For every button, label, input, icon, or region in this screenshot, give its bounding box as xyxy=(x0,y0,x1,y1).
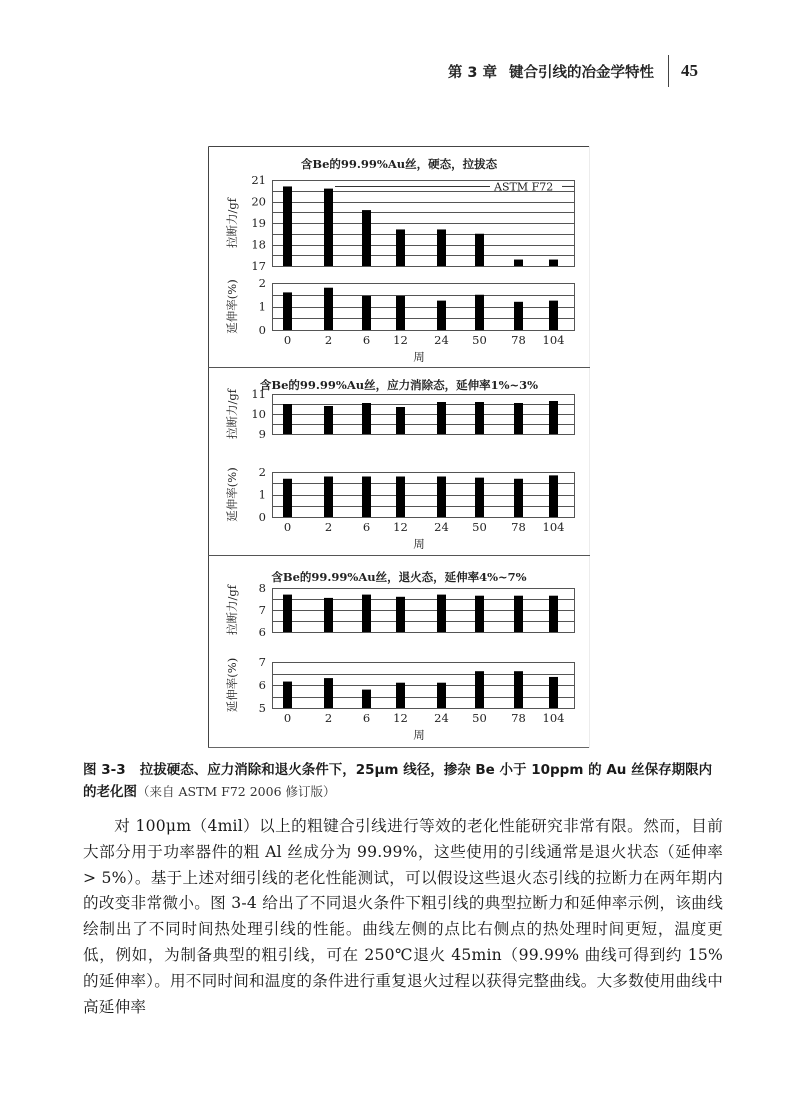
caption-text: 拉拔硬态、应力消除和退火条件下，25μm 线径，掺杂 Be 小于 10ppm 的 Au 丝保存期限内的老化图 xyxy=(83,762,713,800)
bar-0 xyxy=(283,292,292,330)
bar-104 xyxy=(549,401,558,434)
y-tick-label: 8 xyxy=(258,581,266,595)
bar-0 xyxy=(283,682,292,708)
bar-0 xyxy=(283,404,292,434)
bar-24 xyxy=(437,477,446,518)
bar-12 xyxy=(396,407,405,434)
y-axis-label: 延伸率(%) xyxy=(225,279,239,334)
bar-0 xyxy=(283,479,292,517)
bar-6 xyxy=(362,296,371,330)
running-header xyxy=(448,58,698,84)
x-tick-label: 12 xyxy=(393,520,408,534)
bar-78 xyxy=(514,302,523,330)
panel-title: 含Be的99.99%Au丝，应力消除态，延伸率1%~3% xyxy=(259,378,539,392)
x-tick-label: 24 xyxy=(434,711,449,725)
y-tick-label: 20 xyxy=(251,194,266,209)
y-axis-label: 拉断力/gf xyxy=(225,389,239,439)
aging-chart-figure xyxy=(208,146,590,748)
bar-2 xyxy=(324,406,333,434)
figure-number: 图 3-3 xyxy=(83,762,126,778)
x-tick-label: 6 xyxy=(362,520,371,534)
bar-6 xyxy=(362,690,371,708)
x-tick-label: 50 xyxy=(472,711,487,725)
panel-title: 含Be的99.99%Au丝，退火态，延伸率4%~7% xyxy=(271,570,527,584)
page-number: 45 xyxy=(681,61,698,80)
bar-24 xyxy=(437,229,446,266)
x-tick-label: 78 xyxy=(511,520,526,534)
bar-78 xyxy=(514,479,523,517)
bar-12 xyxy=(396,597,405,632)
y-tick-label: 19 xyxy=(251,216,266,230)
panel-title: 含Be的99.99%Au丝，硬态，拉拔态 xyxy=(300,157,498,171)
bar-78 xyxy=(514,596,523,632)
x-tick-label: 78 xyxy=(511,711,526,725)
bar-12 xyxy=(396,477,405,518)
y-tick-label: 2 xyxy=(258,276,266,290)
bar-2 xyxy=(324,678,333,708)
y-tick-label: 0 xyxy=(258,323,266,337)
bar-2 xyxy=(324,189,333,266)
x-tick-label: 2 xyxy=(324,711,333,725)
bar-78 xyxy=(514,671,523,708)
bar-24 xyxy=(437,595,446,632)
y-tick-label: 18 xyxy=(251,237,266,252)
bar-12 xyxy=(396,229,405,266)
y-tick-label: 2 xyxy=(258,465,266,479)
y-axis-label: 拉断力/gf xyxy=(225,585,239,635)
bar-78 xyxy=(514,403,523,434)
bar-104 xyxy=(549,677,558,708)
reference-line-label: ASTM F72 xyxy=(494,180,554,194)
y-tick-label: 6 xyxy=(258,678,266,692)
x-tick-label: 12 xyxy=(393,333,408,347)
x-tick-label: 104 xyxy=(542,711,565,725)
x-tick-label: 78 xyxy=(511,333,526,347)
x-tick-label: 104 xyxy=(542,520,565,534)
y-tick-label: 21 xyxy=(251,173,266,187)
bar-12 xyxy=(396,296,405,330)
y-tick-label: 7 xyxy=(258,603,266,617)
x-tick-label: 50 xyxy=(472,333,487,347)
y-tick-label: 7 xyxy=(258,655,266,669)
bar-50 xyxy=(475,402,484,434)
x-tick-label: 6 xyxy=(362,711,371,725)
bar-50 xyxy=(475,671,484,708)
bar-6 xyxy=(362,403,371,434)
chapter-number: 第 3 章 xyxy=(447,64,497,81)
x-axis-label: 周 xyxy=(413,537,425,551)
bar-50 xyxy=(475,295,484,330)
bar-12 xyxy=(396,683,405,708)
x-tick-label: 0 xyxy=(283,711,292,725)
x-tick-label: 2 xyxy=(324,333,333,347)
bar-104 xyxy=(549,596,558,632)
bar-104 xyxy=(549,475,558,517)
y-tick-label: 17 xyxy=(251,259,266,273)
x-tick-label: 24 xyxy=(434,520,449,534)
x-tick-label: 24 xyxy=(434,333,449,347)
bar-104 xyxy=(549,301,558,330)
y-tick-label: 0 xyxy=(258,510,266,524)
x-tick-label: 50 xyxy=(472,520,487,534)
bar-0 xyxy=(283,595,292,632)
y-tick-label: 1 xyxy=(258,487,266,502)
figure-3-3 xyxy=(208,146,590,748)
bar-24 xyxy=(437,301,446,330)
caption-source: （来自 ASTM F72 2006 修订版） xyxy=(137,784,336,799)
bar-2 xyxy=(324,288,333,330)
bar-104 xyxy=(549,260,558,266)
x-tick-label: 2 xyxy=(324,520,333,534)
chapter-title: 键合引线的冶金学特性 xyxy=(509,64,654,81)
bar-0 xyxy=(283,186,292,266)
x-tick-label: 0 xyxy=(283,333,292,347)
y-tick-label: 10 xyxy=(251,407,266,421)
x-axis-label: 周 xyxy=(413,350,425,364)
y-axis-label: 拉断力/gf xyxy=(225,198,239,248)
y-axis-label: 延伸率(%) xyxy=(225,657,239,713)
y-axis-label: 延伸率(%) xyxy=(225,467,239,522)
bar-24 xyxy=(437,683,446,708)
bar-6 xyxy=(362,210,371,266)
y-tick-label: 11 xyxy=(251,387,266,401)
x-tick-label: 0 xyxy=(283,520,292,534)
bar-2 xyxy=(324,598,333,632)
x-tick-label: 12 xyxy=(393,711,408,725)
y-tick-label: 9 xyxy=(258,427,266,441)
y-tick-label: 5 xyxy=(258,701,266,715)
bar-50 xyxy=(475,596,484,632)
x-tick-label: 104 xyxy=(542,333,565,347)
header-divider xyxy=(668,55,669,87)
bar-6 xyxy=(362,477,371,518)
bar-78 xyxy=(514,260,523,266)
x-axis-label: 周 xyxy=(413,728,425,742)
y-tick-label: 1 xyxy=(258,299,266,314)
body-paragraph: 对 100μm（4mil）以上的粗键合引线进行等效的老化性能研究非常有限。然而，目前大部分用于功率器件的粗 Al 丝成分为 99.99%，这些使用的引线通常是退火状态（延伸率 > 5%）。基于上述对细引线的老化性能测试，可以假设这些退火态引线的拉断力在两年期内的改变非常微小。图 3-4 给出了不同退火条件下粗引线的典型拉断力和延伸率示例，该曲线绘制出了不同时间热处理引线的性能。曲线左侧的点比右侧点的热处理时间更短，温度更低，例如，为制备典型的粗引线，可在 250℃退火 45min（99.99% 曲线可得到约 15% 的延伸率）。用不同时间和温度的条件进行重复退火过程以获得完整曲线。大多数使用曲线中高延伸率 xyxy=(83,817,723,1016)
x-tick-label: 6 xyxy=(362,333,371,347)
bar-2 xyxy=(324,477,333,518)
bar-50 xyxy=(475,478,484,517)
bar-50 xyxy=(475,234,484,266)
figure-caption xyxy=(83,760,723,803)
y-tick-label: 6 xyxy=(258,625,266,639)
bar-24 xyxy=(437,402,446,434)
bar-6 xyxy=(362,595,371,632)
